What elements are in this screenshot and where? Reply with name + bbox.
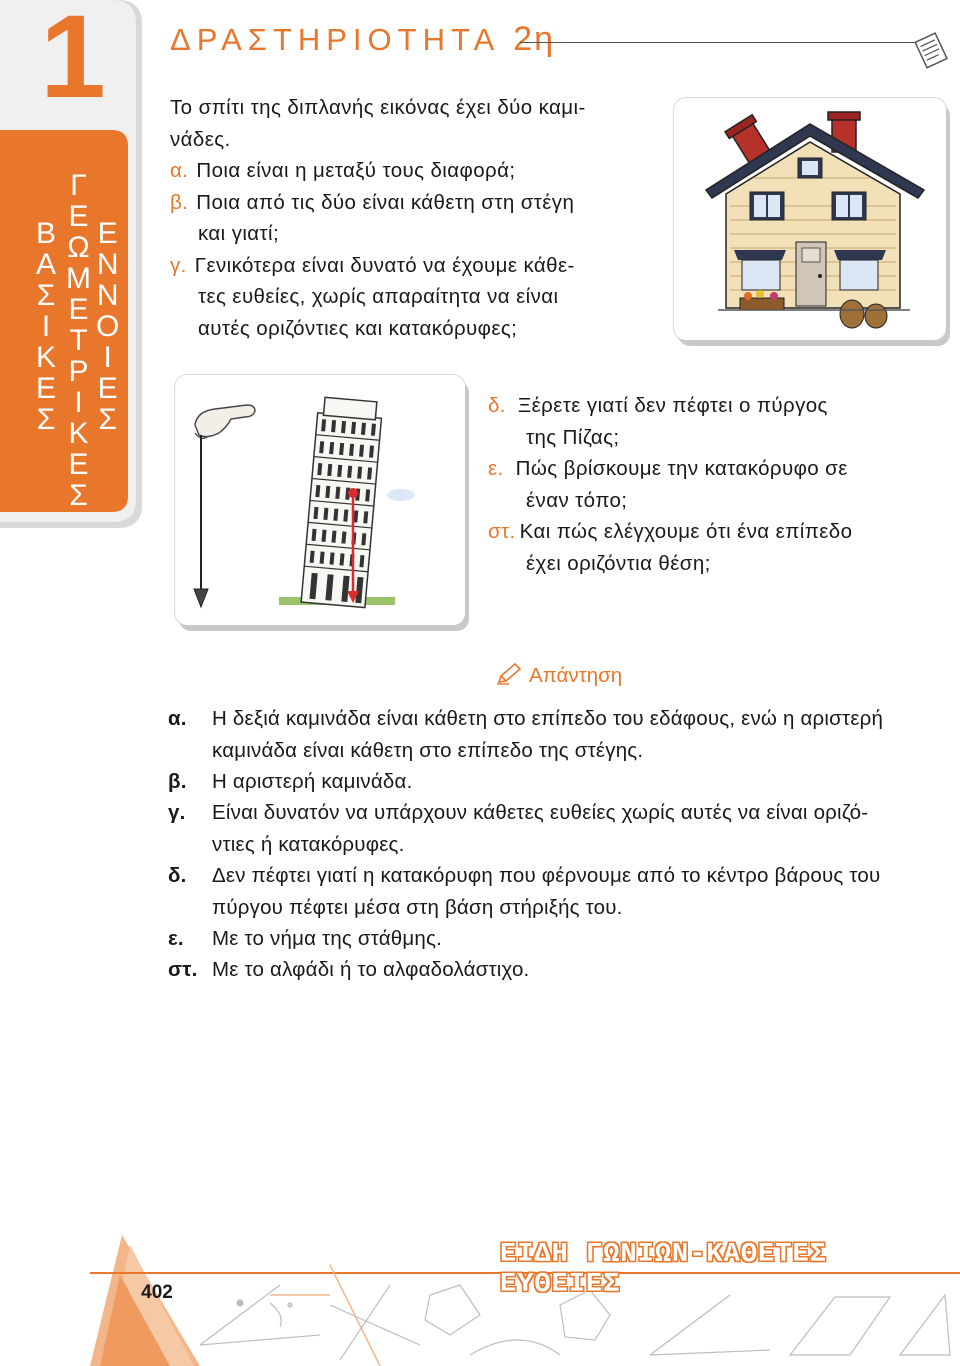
question-label: δ. <box>488 394 506 417</box>
answer-label: δ. <box>168 864 187 887</box>
answer-text: Η δεξιά καμινάδα είναι κάθετη στο επίπεδο του εδάφους, ενώ η αριστερή <box>212 707 884 730</box>
question-text: τες ευθείες, χωρίς απαραίτητα να είναι <box>198 285 559 308</box>
answer-label: ε. <box>168 927 184 950</box>
question-label: γ. <box>170 253 187 277</box>
question-text: Ποια από τις δύο είναι κάθετη στη στέγη <box>196 190 575 214</box>
tab-letter: Ε <box>97 217 118 250</box>
tab-letter: Ε <box>68 293 89 326</box>
tab-letter: Α <box>36 248 57 281</box>
answer-label: γ. <box>168 801 186 824</box>
tab-letter: Ε <box>68 448 89 481</box>
answer-text: Δεν πέφτει γιατί η κατακόρυφη που φέρνουμε από το κέντρο βάρους του <box>212 864 881 887</box>
answer-text: ντιες ή κατακόρυφες. <box>212 832 405 856</box>
tab-letter: Ι <box>41 310 51 343</box>
header-rule <box>520 42 920 43</box>
tab-letter: Ω <box>67 231 90 264</box>
tab-word-basic <box>36 218 56 435</box>
question-text: έναν τόπο; <box>526 488 628 512</box>
notepad-icon <box>912 30 952 70</box>
tab-letter: Σ <box>36 403 56 436</box>
question-d <box>488 390 928 422</box>
tab-word-geometric <box>66 170 91 511</box>
footer-section-title: ΕΙΔΗ ΓΩΝΙΩΝ-ΚΑΘΕΤΕΣ ΕΥΘΕΙΕΣ <box>500 1240 827 1300</box>
answer-heading <box>495 662 622 688</box>
tab-letter: Ε <box>36 372 57 405</box>
question-text: της Πίζας; <box>526 425 620 449</box>
answer-item-d <box>168 860 960 923</box>
tab-letter: Β <box>36 217 57 250</box>
question-text: έχει οριζόντια θέση; <box>526 551 711 575</box>
answer-text: Με το νήμα της στάθμης. <box>212 927 442 950</box>
question-text: και γιατί; <box>198 222 280 245</box>
activity-title-text: ΔΡΑΣΤΗΡΙΟΤΗΤΑ <box>170 22 499 57</box>
question-label: ε. <box>488 457 504 480</box>
question-label: β. <box>170 190 189 214</box>
answer-label: β. <box>168 770 187 793</box>
tab-letter: Κ <box>68 417 89 450</box>
question-text: Ποια είναι η μεταξύ τους διαφορά; <box>196 159 516 182</box>
question-text: Ξέρετε γιατί δεν πέφτει ο πύργος <box>517 394 828 417</box>
tab-letter: Ν <box>96 279 119 312</box>
question-text: Πώς βρίσκουμε την κατακόρυφο σε <box>515 457 848 480</box>
pisa-questions <box>488 390 928 579</box>
answer-item-a <box>168 703 960 766</box>
tab-letter: Ι <box>74 386 83 419</box>
tab-letter: Μ <box>66 262 91 295</box>
pencil-icon <box>495 662 523 686</box>
chapter-number: 1 <box>40 0 106 123</box>
answer-text: Με το αλφάδι ή το αλφαδολάστιχο. <box>212 958 530 981</box>
answer-item-b <box>168 766 960 798</box>
tab-letter: Σ <box>36 279 56 312</box>
activity-number: 2η <box>513 20 556 58</box>
answer-item-e <box>168 923 960 955</box>
answer-text: πύργου πέφτει μέσα στη βάση στήριξής του. <box>212 895 623 919</box>
house-illustration <box>674 98 946 340</box>
answer-text: Είναι δυνατόν να υπάρχουν κάθετες ευθείες χωρίς αυτές να είναι οριζό- <box>212 801 869 824</box>
tab-letter: Κ <box>36 341 57 374</box>
activity-title <box>170 20 555 59</box>
tab-letter: Ε <box>97 372 118 405</box>
question-b <box>170 187 650 219</box>
question-label: στ. <box>488 520 516 543</box>
tab-letter: Γ <box>70 169 87 202</box>
chapter-tab <box>0 0 145 530</box>
intro-line: νάδες. <box>170 127 231 151</box>
tab-letter: Τ <box>69 324 88 357</box>
tab-letter: Ο <box>96 310 120 343</box>
tab-letter: Σ <box>69 479 88 512</box>
question-st <box>488 516 928 548</box>
tab-letter: Σ <box>98 403 117 436</box>
answer-text: Η αριστερή καμινάδα. <box>212 770 413 793</box>
intro-text <box>170 92 650 344</box>
pisa-tower-illustration <box>175 375 465 625</box>
page-number: 402 <box>141 1282 173 1303</box>
tab-letter: Ι <box>103 341 112 374</box>
answer-heading-text: Απάντηση <box>529 664 623 687</box>
question-a <box>170 155 650 187</box>
question-text: Και πώς ελέγχουμε ότι ένα επίπεδο <box>519 520 853 543</box>
question-c <box>170 250 650 282</box>
answer-item-c <box>168 797 960 860</box>
question-text: αυτές οριζόντιες και κατακόρυφες; <box>198 316 518 340</box>
tab-letter: Ν <box>96 248 119 281</box>
tab-letter: Ε <box>68 200 89 233</box>
question-e <box>488 453 928 485</box>
question-text: Γενικότερα είναι δυνατό να έχουμε κάθε- <box>194 253 575 277</box>
answer-label: στ. <box>168 958 198 981</box>
question-label: α. <box>170 159 189 182</box>
answer-text: καμινάδα είναι κάθετη στο επίπεδο της στέγης. <box>212 738 644 762</box>
answer-label: α. <box>168 707 187 730</box>
intro-line: Το σπίτι της διπλανής εικόνας έχει δύο καμι- <box>170 96 586 119</box>
tab-letter: Ρ <box>68 355 89 388</box>
tab-word-concepts <box>96 218 119 435</box>
answer-item-st <box>168 954 960 986</box>
